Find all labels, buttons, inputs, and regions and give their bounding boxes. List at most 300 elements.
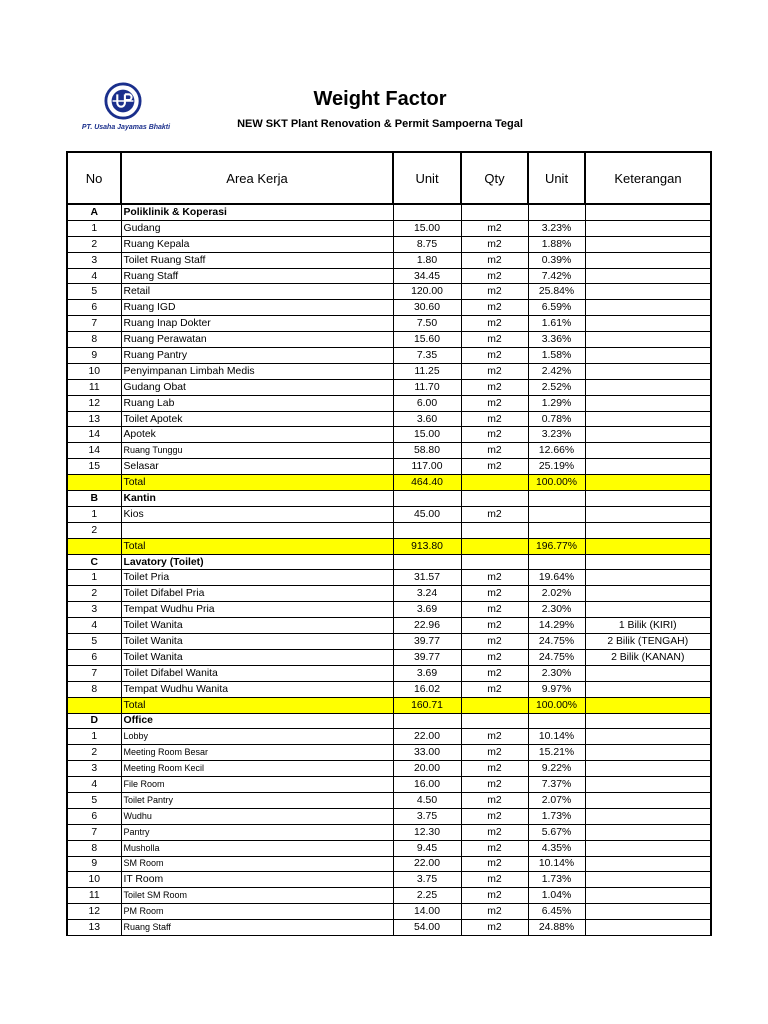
cell-area: Ruang Staff (121, 268, 393, 284)
table-row (67, 522, 711, 538)
table-header-row (67, 152, 711, 204)
cell-area: Ruang Staff (121, 920, 393, 936)
table-row (67, 411, 711, 427)
weight-factor-table (66, 151, 712, 936)
cell-keterangan (585, 459, 711, 475)
cell-area: File Room (121, 777, 393, 793)
cell-unit-percent (528, 713, 585, 729)
cell-area: Pantry (121, 824, 393, 840)
cell-keterangan: 2 Bilik (KANAN) (585, 649, 711, 665)
cell-area: Tempat Wudhu Pria (121, 602, 393, 618)
cell-qty: m2 (461, 872, 528, 888)
cell-keterangan: 1 Bilik (KIRI) (585, 618, 711, 634)
cell-unit-percent: 2.52% (528, 379, 585, 395)
cell-area: Toilet Ruang Staff (121, 252, 393, 268)
cell-qty: m2 (461, 300, 528, 316)
cell-qty: m2 (461, 363, 528, 379)
cell-keterangan (585, 332, 711, 348)
cell-unit: 11.70 (393, 379, 461, 395)
cell-no: D (67, 713, 121, 729)
table-row (67, 252, 711, 268)
cell-unit: 464.40 (393, 475, 461, 491)
cell-unit: 22.96 (393, 618, 461, 634)
cell-qty: m2 (461, 618, 528, 634)
cell-unit-percent: 1.61% (528, 316, 585, 332)
cell-qty (461, 475, 528, 491)
cell-unit-percent: 2.30% (528, 665, 585, 681)
section-row (67, 713, 711, 729)
cell-no: 3 (67, 252, 121, 268)
cell-unit: 913.80 (393, 538, 461, 554)
cell-keterangan (585, 379, 711, 395)
cell-area: Tempat Wudhu Wanita (121, 681, 393, 697)
cell-qty: m2 (461, 220, 528, 236)
table-body (67, 204, 711, 935)
cell-unit: 16.02 (393, 681, 461, 697)
cell-no: 2 (67, 236, 121, 252)
cell-unit: 22.00 (393, 856, 461, 872)
cell-qty: m2 (461, 665, 528, 681)
cell-no: 3 (67, 602, 121, 618)
cell-qty: m2 (461, 761, 528, 777)
cell-area: Toilet Pria (121, 570, 393, 586)
cell-area: Toilet Wanita (121, 618, 393, 634)
cell-qty (461, 491, 528, 507)
cell-unit: 22.00 (393, 729, 461, 745)
cell-no: 6 (67, 808, 121, 824)
cell-keterangan (585, 792, 711, 808)
cell-no: 1 (67, 506, 121, 522)
cell-keterangan (585, 602, 711, 618)
cell-no: 10 (67, 872, 121, 888)
cell-no: 4 (67, 777, 121, 793)
cell-unit: 12.30 (393, 824, 461, 840)
table-row (67, 665, 711, 681)
cell-unit-percent (528, 554, 585, 570)
cell-unit: 15.00 (393, 427, 461, 443)
cell-area: Toilet SM Room (121, 888, 393, 904)
cell-qty (461, 522, 528, 538)
table-row (67, 792, 711, 808)
header-qty: Qty (461, 152, 528, 204)
table-row (67, 888, 711, 904)
cell-unit (393, 204, 461, 220)
cell-no: 8 (67, 840, 121, 856)
cell-qty: m2 (461, 236, 528, 252)
table-row (67, 920, 711, 936)
cell-unit: 15.60 (393, 332, 461, 348)
cell-qty: m2 (461, 348, 528, 364)
cell-keterangan: 2 Bilik (TENGAH) (585, 634, 711, 650)
table-row (67, 777, 711, 793)
table-row (67, 395, 711, 411)
table-row (67, 427, 711, 443)
cell-no: 14 (67, 427, 121, 443)
cell-no: B (67, 491, 121, 507)
cell-unit-percent: 24.75% (528, 649, 585, 665)
cell-unit: 34.45 (393, 268, 461, 284)
cell-area: Toilet Difabel Wanita (121, 665, 393, 681)
cell-qty: m2 (461, 824, 528, 840)
cell-unit: 4.50 (393, 792, 461, 808)
cell-keterangan (585, 538, 711, 554)
cell-unit: 14.00 (393, 904, 461, 920)
cell-area: Ruang Perawatan (121, 332, 393, 348)
cell-unit: 7.35 (393, 348, 461, 364)
cell-qty: m2 (461, 252, 528, 268)
cell-no: 7 (67, 665, 121, 681)
cell-unit-percent: 2.42% (528, 363, 585, 379)
cell-unit: 3.69 (393, 602, 461, 618)
cell-area: Total (121, 538, 393, 554)
cell-unit: 39.77 (393, 649, 461, 665)
cell-keterangan (585, 554, 711, 570)
cell-unit: 6.00 (393, 395, 461, 411)
cell-area: Musholla (121, 840, 393, 856)
cell-no: 4 (67, 618, 121, 634)
cell-unit-percent: 19.64% (528, 570, 585, 586)
table-row (67, 284, 711, 300)
cell-area: Kantin (121, 491, 393, 507)
cell-keterangan (585, 522, 711, 538)
cell-unit: 16.00 (393, 777, 461, 793)
table-row (67, 459, 711, 475)
cell-qty: m2 (461, 379, 528, 395)
cell-keterangan (585, 475, 711, 491)
cell-keterangan (585, 411, 711, 427)
table-row (67, 236, 711, 252)
cell-unit: 8.75 (393, 236, 461, 252)
table-row (67, 363, 711, 379)
cell-area: Kios (121, 506, 393, 522)
cell-qty: m2 (461, 602, 528, 618)
cell-no: 12 (67, 395, 121, 411)
cell-unit-percent (528, 506, 585, 522)
cell-no (67, 538, 121, 554)
cell-area: Total (121, 475, 393, 491)
header-unit-percent: Unit (528, 152, 585, 204)
total-row (67, 475, 711, 491)
cell-unit-percent: 24.75% (528, 634, 585, 650)
cell-unit-percent: 4.35% (528, 840, 585, 856)
cell-keterangan (585, 713, 711, 729)
table-row (67, 268, 711, 284)
cell-keterangan (585, 268, 711, 284)
cell-unit-percent: 6.45% (528, 904, 585, 920)
cell-unit-percent: 10.14% (528, 856, 585, 872)
cell-no: 2 (67, 586, 121, 602)
cell-unit-percent (528, 491, 585, 507)
table-row (67, 824, 711, 840)
cell-area: Office (121, 713, 393, 729)
cell-unit-percent: 15.21% (528, 745, 585, 761)
cell-unit: 2.25 (393, 888, 461, 904)
cell-unit-percent: 1.73% (528, 808, 585, 824)
cell-unit-percent: 3.36% (528, 332, 585, 348)
table-row (67, 904, 711, 920)
table-row (67, 729, 711, 745)
cell-area: Gudang Obat (121, 379, 393, 395)
cell-area: Toilet Apotek (121, 411, 393, 427)
cell-unit-percent: 9.97% (528, 681, 585, 697)
cell-area: Ruang Tunggu (121, 443, 393, 459)
cell-keterangan (585, 363, 711, 379)
cell-unit-percent: 1.73% (528, 872, 585, 888)
cell-area: Toilet Wanita (121, 634, 393, 650)
cell-area: Toilet Pantry (121, 792, 393, 808)
cell-unit: 3.60 (393, 411, 461, 427)
cell-area: Retail (121, 284, 393, 300)
cell-unit: 120.00 (393, 284, 461, 300)
cell-keterangan (585, 681, 711, 697)
cell-area: Wudhu (121, 808, 393, 824)
cell-area: Meeting Room Besar (121, 745, 393, 761)
cell-unit: 45.00 (393, 506, 461, 522)
cell-no (67, 475, 121, 491)
cell-qty: m2 (461, 649, 528, 665)
table-row (67, 316, 711, 332)
cell-no: 13 (67, 920, 121, 936)
cell-unit: 7.50 (393, 316, 461, 332)
cell-no: 5 (67, 284, 121, 300)
table-row (67, 300, 711, 316)
cell-area: Ruang Pantry (121, 348, 393, 364)
cell-qty: m2 (461, 792, 528, 808)
cell-area: Penyimpanan Limbah Medis (121, 363, 393, 379)
cell-qty: m2 (461, 443, 528, 459)
cell-keterangan (585, 904, 711, 920)
cell-qty: m2 (461, 729, 528, 745)
cell-keterangan (585, 506, 711, 522)
cell-unit-percent: 1.58% (528, 348, 585, 364)
cell-unit-percent: 100.00% (528, 475, 585, 491)
table-row (67, 220, 711, 236)
cell-keterangan (585, 316, 711, 332)
table-row (67, 681, 711, 697)
table-row (67, 332, 711, 348)
cell-qty: m2 (461, 681, 528, 697)
table-row (67, 506, 711, 522)
header-no: No (67, 152, 121, 204)
cell-area: Selasar (121, 459, 393, 475)
company-logo (78, 78, 174, 140)
cell-no: 11 (67, 379, 121, 395)
section-row (67, 491, 711, 507)
cell-unit: 3.75 (393, 808, 461, 824)
cell-keterangan (585, 491, 711, 507)
cell-keterangan (585, 395, 711, 411)
cell-no: 2 (67, 522, 121, 538)
table-row (67, 856, 711, 872)
table-row (67, 649, 711, 665)
cell-area (121, 522, 393, 538)
cell-area: IT Room (121, 872, 393, 888)
cell-keterangan (585, 808, 711, 824)
cell-no: 11 (67, 888, 121, 904)
cell-unit-percent: 3.23% (528, 220, 585, 236)
cell-qty: m2 (461, 316, 528, 332)
cell-unit: 54.00 (393, 920, 461, 936)
page-subtitle: NEW SKT Plant Renovation & Permit Sampoerna Tegal (237, 118, 523, 130)
cell-unit-percent: 10.14% (528, 729, 585, 745)
cell-area: PM Room (121, 904, 393, 920)
cell-keterangan (585, 443, 711, 459)
cell-keterangan (585, 252, 711, 268)
cell-qty: m2 (461, 634, 528, 650)
cell-area: Ruang Kepala (121, 236, 393, 252)
cell-no: 10 (67, 363, 121, 379)
cell-qty: m2 (461, 777, 528, 793)
cell-unit: 3.24 (393, 586, 461, 602)
cell-unit: 20.00 (393, 761, 461, 777)
cell-unit: 1.80 (393, 252, 461, 268)
cell-no: 5 (67, 792, 121, 808)
cell-no (67, 697, 121, 713)
table-row (67, 840, 711, 856)
cell-area: Total (121, 697, 393, 713)
cell-keterangan (585, 220, 711, 236)
cell-keterangan (585, 761, 711, 777)
cell-no: 4 (67, 268, 121, 284)
cell-qty: m2 (461, 506, 528, 522)
cell-qty: m2 (461, 570, 528, 586)
cell-unit-percent: 2.07% (528, 792, 585, 808)
cell-unit-percent: 3.23% (528, 427, 585, 443)
cell-keterangan (585, 204, 711, 220)
cell-unit: 160.71 (393, 697, 461, 713)
table-row (67, 618, 711, 634)
cell-qty (461, 554, 528, 570)
cell-no: 12 (67, 904, 121, 920)
page-title: Weight Factor (313, 88, 447, 110)
cell-area: SM Room (121, 856, 393, 872)
cell-unit-percent (528, 522, 585, 538)
cell-keterangan (585, 840, 711, 856)
cell-unit: 3.69 (393, 665, 461, 681)
cell-keterangan (585, 745, 711, 761)
cell-unit: 9.45 (393, 840, 461, 856)
cell-no: 14 (67, 443, 121, 459)
cell-qty: m2 (461, 808, 528, 824)
table-row (67, 745, 711, 761)
cell-qty (461, 697, 528, 713)
cell-unit: 39.77 (393, 634, 461, 650)
cell-keterangan (585, 348, 711, 364)
cell-no: 15 (67, 459, 121, 475)
cell-qty: m2 (461, 332, 528, 348)
cell-unit-percent: 2.02% (528, 586, 585, 602)
cell-unit-percent: 6.59% (528, 300, 585, 316)
cell-unit-percent: 25.84% (528, 284, 585, 300)
cell-unit: 31.57 (393, 570, 461, 586)
cell-keterangan (585, 284, 711, 300)
table-row (67, 586, 711, 602)
cell-qty: m2 (461, 745, 528, 761)
table-row (67, 348, 711, 364)
cell-qty: m2 (461, 268, 528, 284)
cell-unit-percent: 0.39% (528, 252, 585, 268)
cell-area: Ruang Lab (121, 395, 393, 411)
company-name: PT. Usaha Jayamas Bhakti (81, 124, 171, 131)
cell-no: 2 (67, 745, 121, 761)
cell-keterangan (585, 665, 711, 681)
cell-qty (461, 538, 528, 554)
cell-keterangan (585, 856, 711, 872)
cell-area: Apotek (121, 427, 393, 443)
cell-no: 8 (67, 332, 121, 348)
cell-unit (393, 713, 461, 729)
cell-qty: m2 (461, 904, 528, 920)
cell-area: Gudang (121, 220, 393, 236)
cell-no: 1 (67, 220, 121, 236)
table-row (67, 761, 711, 777)
cell-unit-percent: 196.77% (528, 538, 585, 554)
cell-keterangan (585, 888, 711, 904)
cell-no: 5 (67, 634, 121, 650)
cell-keterangan (585, 427, 711, 443)
cell-unit-percent: 1.88% (528, 236, 585, 252)
cell-qty (461, 713, 528, 729)
cell-unit-percent: 9.22% (528, 761, 585, 777)
cell-no: 6 (67, 300, 121, 316)
cell-unit (393, 491, 461, 507)
cell-area: Lavatory (Toilet) (121, 554, 393, 570)
table-row (67, 570, 711, 586)
cell-keterangan (585, 824, 711, 840)
company-logo-icon (104, 82, 142, 120)
cell-unit-percent: 7.42% (528, 268, 585, 284)
cell-no: 6 (67, 649, 121, 665)
cell-no: 9 (67, 856, 121, 872)
cell-unit: 3.75 (393, 872, 461, 888)
cell-unit: 11.25 (393, 363, 461, 379)
cell-unit-percent: 5.67% (528, 824, 585, 840)
cell-unit-percent: 12.66% (528, 443, 585, 459)
cell-unit-percent: 0.78% (528, 411, 585, 427)
cell-no: A (67, 204, 121, 220)
cell-unit: 117.00 (393, 459, 461, 475)
cell-no: C (67, 554, 121, 570)
cell-area: Ruang Inap Dokter (121, 316, 393, 332)
cell-keterangan (585, 777, 711, 793)
cell-unit (393, 554, 461, 570)
table-row (67, 379, 711, 395)
header-keterangan: Keterangan (585, 152, 711, 204)
cell-unit-percent: 25.19% (528, 459, 585, 475)
cell-keterangan (585, 872, 711, 888)
table-row (67, 634, 711, 650)
cell-qty: m2 (461, 920, 528, 936)
cell-unit-percent: 1.04% (528, 888, 585, 904)
cell-qty: m2 (461, 840, 528, 856)
cell-qty: m2 (461, 427, 528, 443)
cell-qty: m2 (461, 586, 528, 602)
table-row (67, 602, 711, 618)
cell-no: 1 (67, 570, 121, 586)
cell-area: Meeting Room Kecil (121, 761, 393, 777)
cell-unit (393, 522, 461, 538)
cell-keterangan (585, 729, 711, 745)
cell-area: Toilet Wanita (121, 649, 393, 665)
cell-qty: m2 (461, 856, 528, 872)
cell-no: 8 (67, 681, 121, 697)
cell-area: Lobby (121, 729, 393, 745)
cell-qty (461, 204, 528, 220)
cell-keterangan (585, 570, 711, 586)
cell-keterangan (585, 920, 711, 936)
header-unit: Unit (393, 152, 461, 204)
cell-area: Ruang IGD (121, 300, 393, 316)
